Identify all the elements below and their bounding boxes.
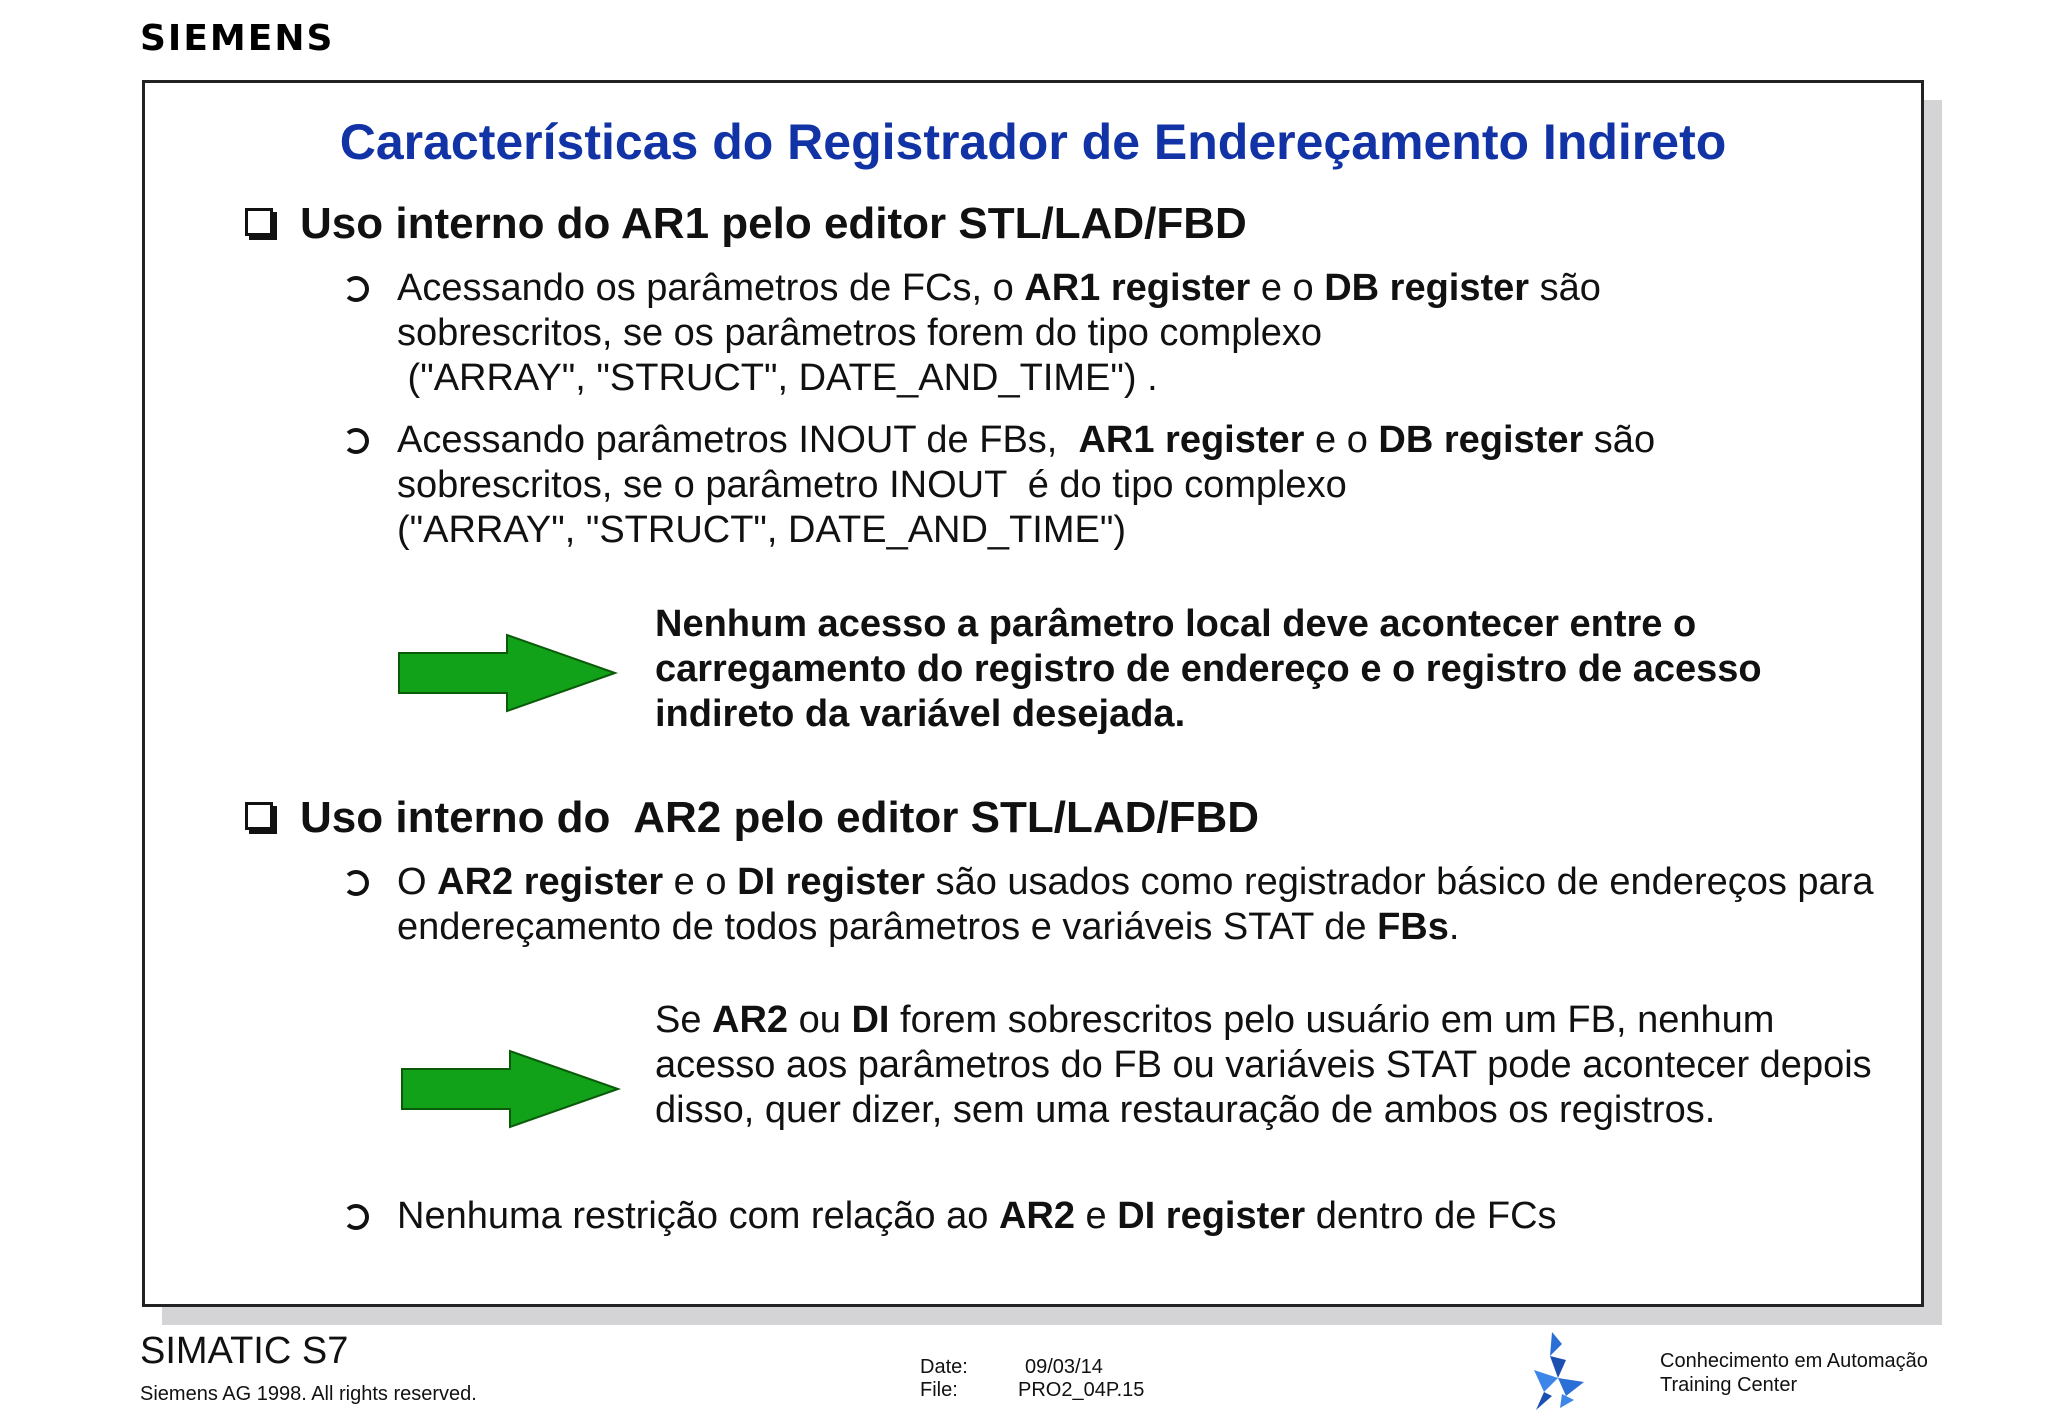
footer-date-value: 09/03/14	[1025, 1356, 1103, 1378]
section2-note: Se AR2 ou DI forem sobrescritos pelo usuário em um FB, nenhum acesso aos parâmetros do FB ou variáveis STAT pode acontecer depois disso, quer dizer, sem uma restauração de ambos os registros.	[655, 999, 1872, 1131]
section1-bullet2-text: Acessando parâmetros INOUT de FBs, AR1 register e o DB register são sobrescritos, se o parâmetro INOUT é do tipo complexo ("ARRAY", "STRUCT", DATE_AND_TIME")	[397, 419, 1666, 551]
footer-date-label: Date:	[920, 1356, 968, 1378]
ring-bullet-icon	[343, 428, 369, 454]
footer-copyright: Siemens AG 1998. All rights reserved.	[140, 1383, 477, 1405]
square-bullet-icon	[245, 802, 273, 830]
ring-bullet-icon	[343, 870, 369, 896]
ring-bullet-icon	[343, 276, 369, 302]
ring-bullet-icon	[343, 1204, 369, 1230]
slide-frame	[142, 80, 1924, 1307]
footer-file-label: File:	[920, 1379, 958, 1401]
footer-product: SIMATIC S7	[140, 1330, 349, 1372]
training-center-logo-icon	[1522, 1330, 1594, 1412]
green-arrow-icon	[397, 633, 619, 715]
section1-note: Nenhum acesso a parâmetro local deve acontecer entre o carregamento do registro de endereço e o registro de acesso indireto da variável desejada.	[655, 603, 1762, 735]
section1-bullet1-text: Acessando os parâmetros de FCs, o AR1 register e o DB register são sobrescritos, se os parâmetros forem do tipo complexo ("ARRAY", "STRUCT", DATE_AND_TIME") .	[397, 267, 1601, 399]
siemens-logo: SIEMENS	[140, 18, 335, 59]
section2-heading: Uso interno do AR2 pelo editor STL/LAD/FBD	[300, 793, 1260, 842]
footer-training-center: Conhecimento em Automação Training Center	[1660, 1350, 1928, 1396]
section1-heading: Uso interno do AR1 pelo editor STL/LAD/FBD	[300, 199, 1247, 248]
footer-file-value: PRO2_04P.15	[1018, 1379, 1145, 1401]
slide-title: Características do Registrador de Endereçamento Indireto	[339, 114, 1727, 170]
green-arrow-icon	[400, 1049, 622, 1131]
square-bullet-icon	[245, 208, 273, 236]
section2-bullet2-text: Nenhuma restrição com relação ao AR2 e DI register dentro de FCs	[397, 1195, 1557, 1237]
section2-bullet1-text: O AR2 register e o DI register são usados como registrador básico de endereços para endereçamento de todos parâmetros e variáveis STAT de FBs.	[397, 861, 1874, 948]
